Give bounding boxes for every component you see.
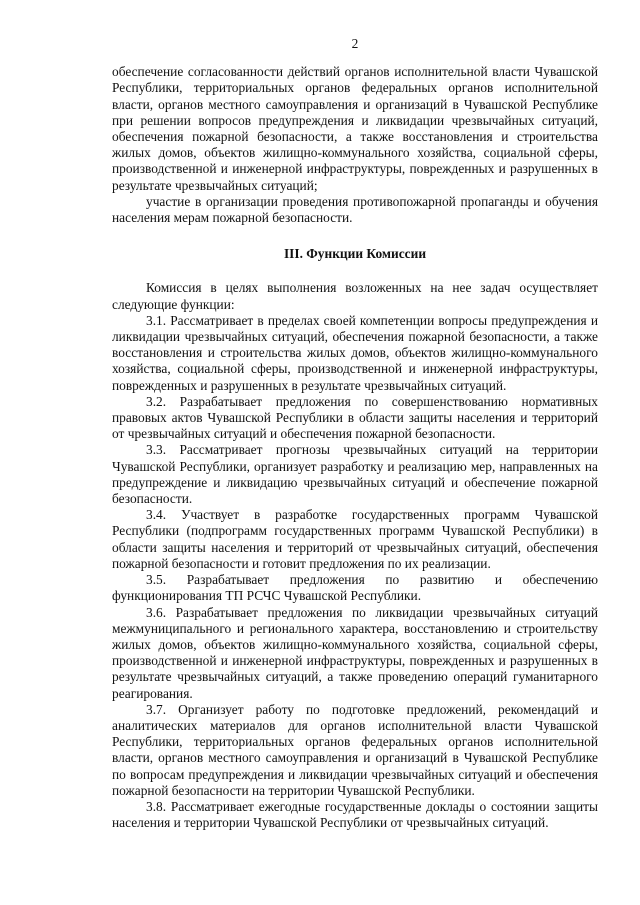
function-item-3-1: 3.1. Рассматривает в пределах своей компетенции вопросы предупреждения и ликвидации чрезвычайных ситуаций, обеспечения пожарной безопасности, а также восстановления и строительства жилых домов, объектов жилищно-коммунального хозяйства, социальной сферы, производственной и инженерной инфраструктуры, поврежденных и разрушенных в результате чрезвычайных ситуаций.	[112, 312, 598, 393]
function-item-3-2: 3.2. Разрабатывает предложения по совершенствованию нормативных правовых актов Чувашской Республики в области защиты населения и территорий от чрезвычайных ситуаций и обеспечения пожарной безопасности.	[112, 393, 598, 442]
page-number: 2	[351, 36, 359, 51]
function-item-3-3: 3.3. Рассматривает прогнозы чрезвычайных ситуаций на территории Чувашской Республики, организует разработку и реализацию мер, направленных на предупреждение и ликвидацию чрезвычайных ситуаций и обеспечение пожарной безопасности.	[112, 442, 598, 507]
function-item-3-4: 3.4. Участвует в разработке государственных программ Чувашской Республики (подпрограмм государственных программ Чувашской Республики) в области защиты населения и территорий от чрезвычайных ситуаций, обеспечения пожарной безопасности и готовит предложения по их реализации.	[112, 507, 598, 571]
function-item-3-5: 3.5. Разрабатывает предложения по развитию и обеспечению функционирования ТП РСЧС Чувашской Республики.	[112, 572, 598, 604]
section-title: III. Функции Комиссии	[283, 246, 427, 262]
intro-paragraph-1: обеспечение согласованности действий органов исполнительной власти Чувашской Республики, территориальных органов федеральных органов исполнительной власти, органов местного самоуправления и организаций в Чувашской Республике при решении вопросов предупреждения и ликвидации чрезвычайных ситуаций, обеспечения пожарной безопасности, а также восстановления и строительства жилых домов, объектов жилищно-коммунального хозяйства, социальной сферы, производственной и инженерной инфраструктуры, поврежденных и разрушенных в результате чрезвычайных ситуаций;	[112, 64, 598, 193]
function-item-3-8: 3.8. Рассматривает ежегодные государственные доклады о состоянии защиты населения и территории Чувашской Республики от чрезвычайных ситуаций.	[112, 798, 598, 831]
intro-paragraph-2: участие в организации проведения противопожарной пропаганды и обучения населения мерам пожарной безопасности.	[112, 193, 598, 226]
section-lead: Комиссия в целях выполнения возложенных на нее задач осуществляет следующие функции:	[112, 280, 598, 312]
function-item-3-6: 3.6. Разрабатывает предложения по ликвидации чрезвычайных ситуаций межмуниципального и регионального характера, восстановлению и строительству жилых домов, объектов жилищно-коммунального хозяйства, социальной сферы, производственной и инженерной инфраструктуры, поврежденных и разрушенных в результате чрезвычайных ситуаций, а также проведению операций гуманитарного реагирования.	[112, 604, 598, 701]
function-item-3-7: 3.7. Организует работу по подготовке предложений, рекомендаций и аналитических материалов для органов исполнительной власти Чувашской Республики, территориальных органов федеральных органов исполнительной власти, органов местного самоуправления и организаций в Чувашской Республике по вопросам предупреждения и ликвидации чрезвычайных ситуаций и обеспечения пожарной безопасности на территории Чувашской Республики.	[112, 701, 598, 798]
